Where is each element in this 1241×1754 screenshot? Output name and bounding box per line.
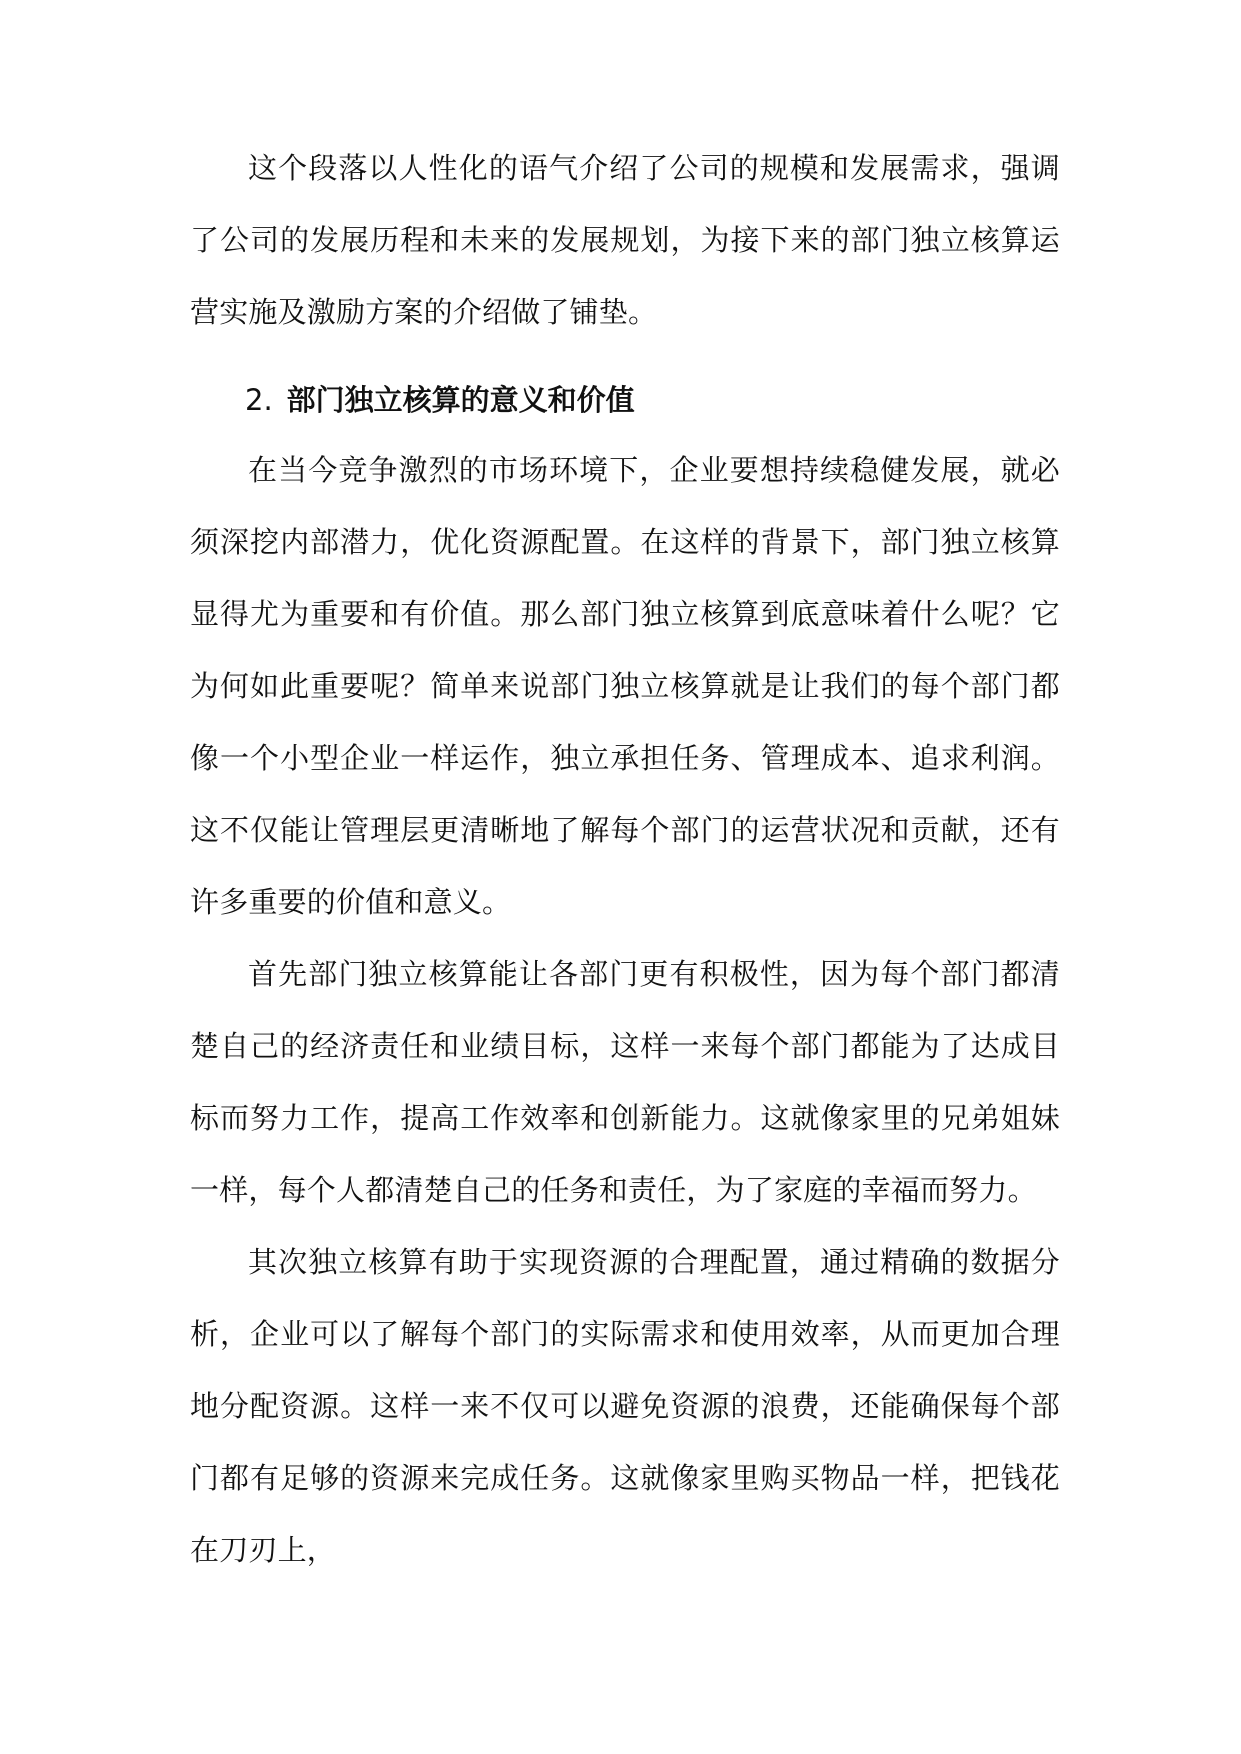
intro-paragraph: 这个段落以人性化的语气介绍了公司的规模和发展需求，强调了公司的发展历程和未来的发展规划，为接下来的部门独立核算运营实施及激励方案的介绍做了铺垫。: [190, 151, 1060, 329]
body-paragraph-1: 在当今竞争激烈的市场环境下，企业要想持续稳健发展，就必须深挖内部潜力，优化资源配置。在这样的背景下，部门独立核算显得尤为重要和有价值。那么部门独立核算到底意味着什么呢？它为何如此重要呢？简单来说部门独立核算就是让我们的每个部门都像一个小型企业一样运作，独立承担任务、管理成本、追求利润。这不仅能让管理层更清晰地了解每个部门的运营状况和贡献，还有许多重要的价值和意义。: [190, 453, 1060, 919]
section-heading: [245, 372, 635, 428]
body-paragraph-2: 首先部门独立核算能让各部门更有积极性，因为每个部门都清楚自己的经济责任和业绩目标，这样一来每个部门都能为了达成目标而努力工作，提高工作效率和创新能力。这就像家里的兄弟姐妹一样，每个人都清楚自己的任务和责任，为了家庭的幸福而努力。: [190, 957, 1060, 1207]
section-title: 部门独立核算的意义和价值: [286, 383, 635, 417]
body-paragraph-3: 其次独立核算有助于实现资源的合理配置，通过精确的数据分析，企业可以了解每个部门的实际需求和使用效率，从而更加合理地分配资源。这样一来不仅可以避免资源的浪费，还能确保每个部门都有足够的资源来完成任务。这就像家里购买物品一样，把钱花在刀刃上，: [190, 1245, 1060, 1567]
intro-section: [190, 132, 1060, 348]
body-section: [190, 434, 1060, 1586]
section-number: 2.: [245, 383, 273, 417]
